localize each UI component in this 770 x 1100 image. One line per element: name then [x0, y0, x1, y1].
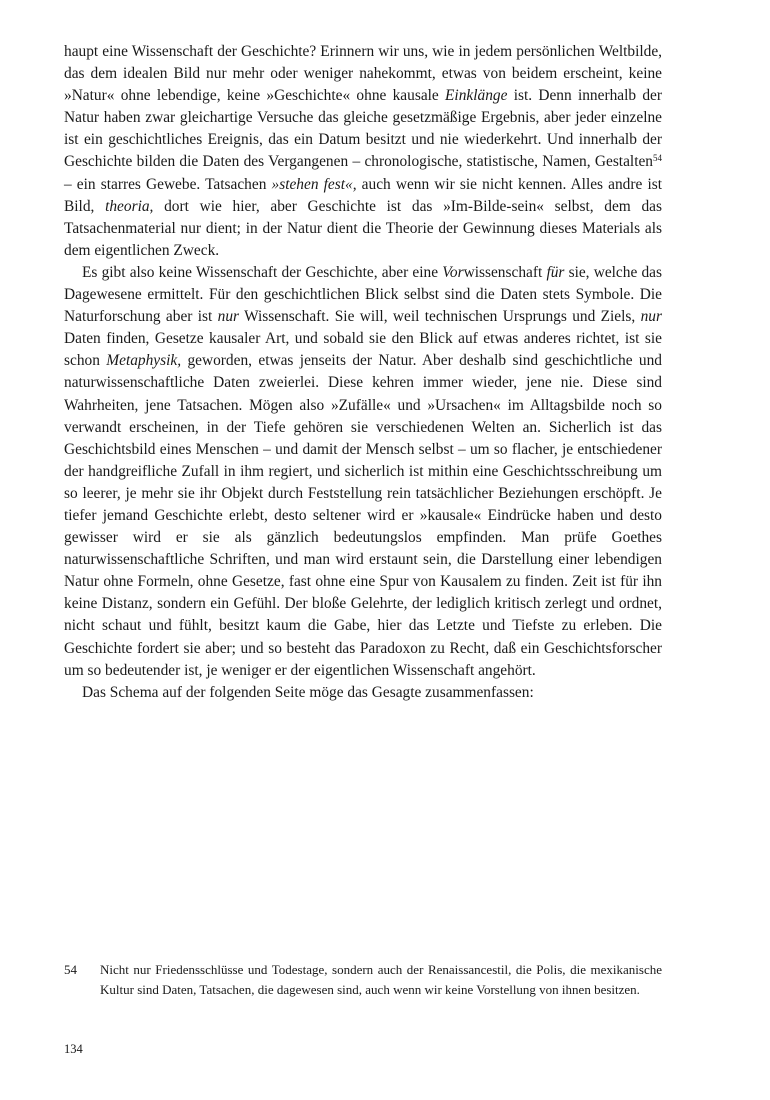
italic-text: Einklänge — [445, 87, 508, 105]
footnote-number: 54 — [64, 962, 77, 977]
paragraph-3 — [64, 682, 662, 704]
footnote — [64, 960, 662, 999]
italic-text: für — [546, 263, 565, 281]
text-run: Es gibt also keine Wissenschaft der Geschichte, aber eine — [82, 263, 443, 281]
text-run: ist. Denn innerhalb der Natur haben zwar gleichartige Versuche das gleiche gesetzmäßige Ergebnis, aber jeder einzelne ist ein geschichtliches Ereignis, das ein Datum besitzt und nie wiederkehrt. Und innerhalb der Geschichte bilden die Daten des Vergangenen – chronologische, statistische, Namen, Gestalten — [64, 87, 662, 171]
text-run: – ein starres Gewebe. Tatsachen — [64, 175, 272, 193]
italic-text: »stehen fest«, — [271, 175, 357, 193]
italic-text: Metaphysik, — [106, 352, 182, 370]
text-run: Daten finden, Gesetze kausaler Art, und sobald sie den Blick auf etwas anderes richtet, ist sie schon — [64, 330, 662, 370]
text-run: dort wie hier, aber Geschichte ist das »Im-Bilde-sein« selbst, dem das Tatsachenmaterial nur dient; in der Natur dient die Theorie der Gewinnung dieses Materials als dem eigentlichen Zweck. — [64, 197, 663, 259]
text-run: Wissenschaft. Sie will, weil technischen Ursprungs und Ziels, — [239, 308, 641, 326]
footnote-text: Nicht nur Friedensschlüsse und Todestage, sondern auch der Renaissancestil, die Polis, die mexikanische Kultur sind Daten, Tatsachen, die dagewesen sind, auch wenn wir keine Vorstellung von ihnen besitzen. — [100, 962, 662, 997]
text-run: sie, welche das Dagewesene ermittelt. Für den geschichtlichen Blick selbst sind die Daten stets Symbole. Die Naturforschung aber ist — [64, 263, 662, 326]
italic-text: nur — [640, 308, 662, 326]
paragraph-2 — [64, 262, 662, 682]
italic-text: nur — [217, 308, 240, 326]
text-run: geworden, etwas jenseits der Natur. Aber deshalb sind geschichtliche und naturwissenschaftliche Daten zweierlei. Diese kehren immer wieder, jene nie. Diese sind Wahrheiten, jene Tatsachen. Mögen also »Zufälle« und »Ursachen« im Alltagsbilde noch so verwandt erscheinen, in der Tiefe gehören sie verschiedenen Welten an. Sicherlich ist das Geschichtsbild eines Menschen – und damit der Mensch selbst – um so flacher, je entschiedener der handgreifliche Zufall in ihm regiert, und sicherlich ist mithin eine Geschichtsschreibung um so leerer, je mehr sie ihr Objekt durch Feststellung rein tatsächlicher Beziehungen erschöpft. Je tiefer jemand Geschichte erlebt, desto seltener wird er »kausale« Eindrücke haben und desto gewisser wird er sie als gänzlich bedeutungslos empfinden. Man prüfe Goethes naturwissenschaftliche Schriften, und man wird erstaunt sein, die Darstellung einer lebendigen Natur ohne Formeln, ohne Gesetze, fast ohne eine Spur von Kausalem zu finden. Zeit ist für ihn keine Distanz, sondern ein Gefühl. Der bloße Gelehrte, der lediglich kritisch zerlegt und ordnet, nicht schaut und fühlt, besitzt kaum die Gabe, hier das Letzte und Tiefste zu erleben. Die Geschichte fordert sie aber; und so besteht das Paradoxon zu Recht, daß ein Geschichtsforscher um so bedeutender ist, je weniger er der eigentlichen Wissenschaft angehört. — [64, 352, 663, 679]
text-run: wissenschaft — [463, 263, 547, 281]
footnote-reference: 54 — [653, 153, 662, 164]
italic-text: Vor — [442, 263, 464, 281]
paragraph-1 — [64, 41, 662, 262]
text-run: Das Schema auf der folgenden Seite möge das Gesagte zusammenfassen: — [82, 683, 534, 701]
italic-text: theoria, — [105, 197, 154, 215]
text-run: haupt eine Wissenschaft der Geschichte? Erinnern wir uns, wie in jedem persönlichen Weltbilde, das dem idealen Bild nur mehr oder weniger nahekommt, etwas von beidem erscheint, keine »Natur« ohne lebendige, keine »Geschichte« ohne kausale — [64, 43, 662, 105]
text-run: auch wenn wir sie nicht kennen. Alles andre ist Bild, — [64, 175, 662, 215]
page-number: 134 — [64, 1042, 83, 1056]
page-body — [64, 41, 662, 704]
